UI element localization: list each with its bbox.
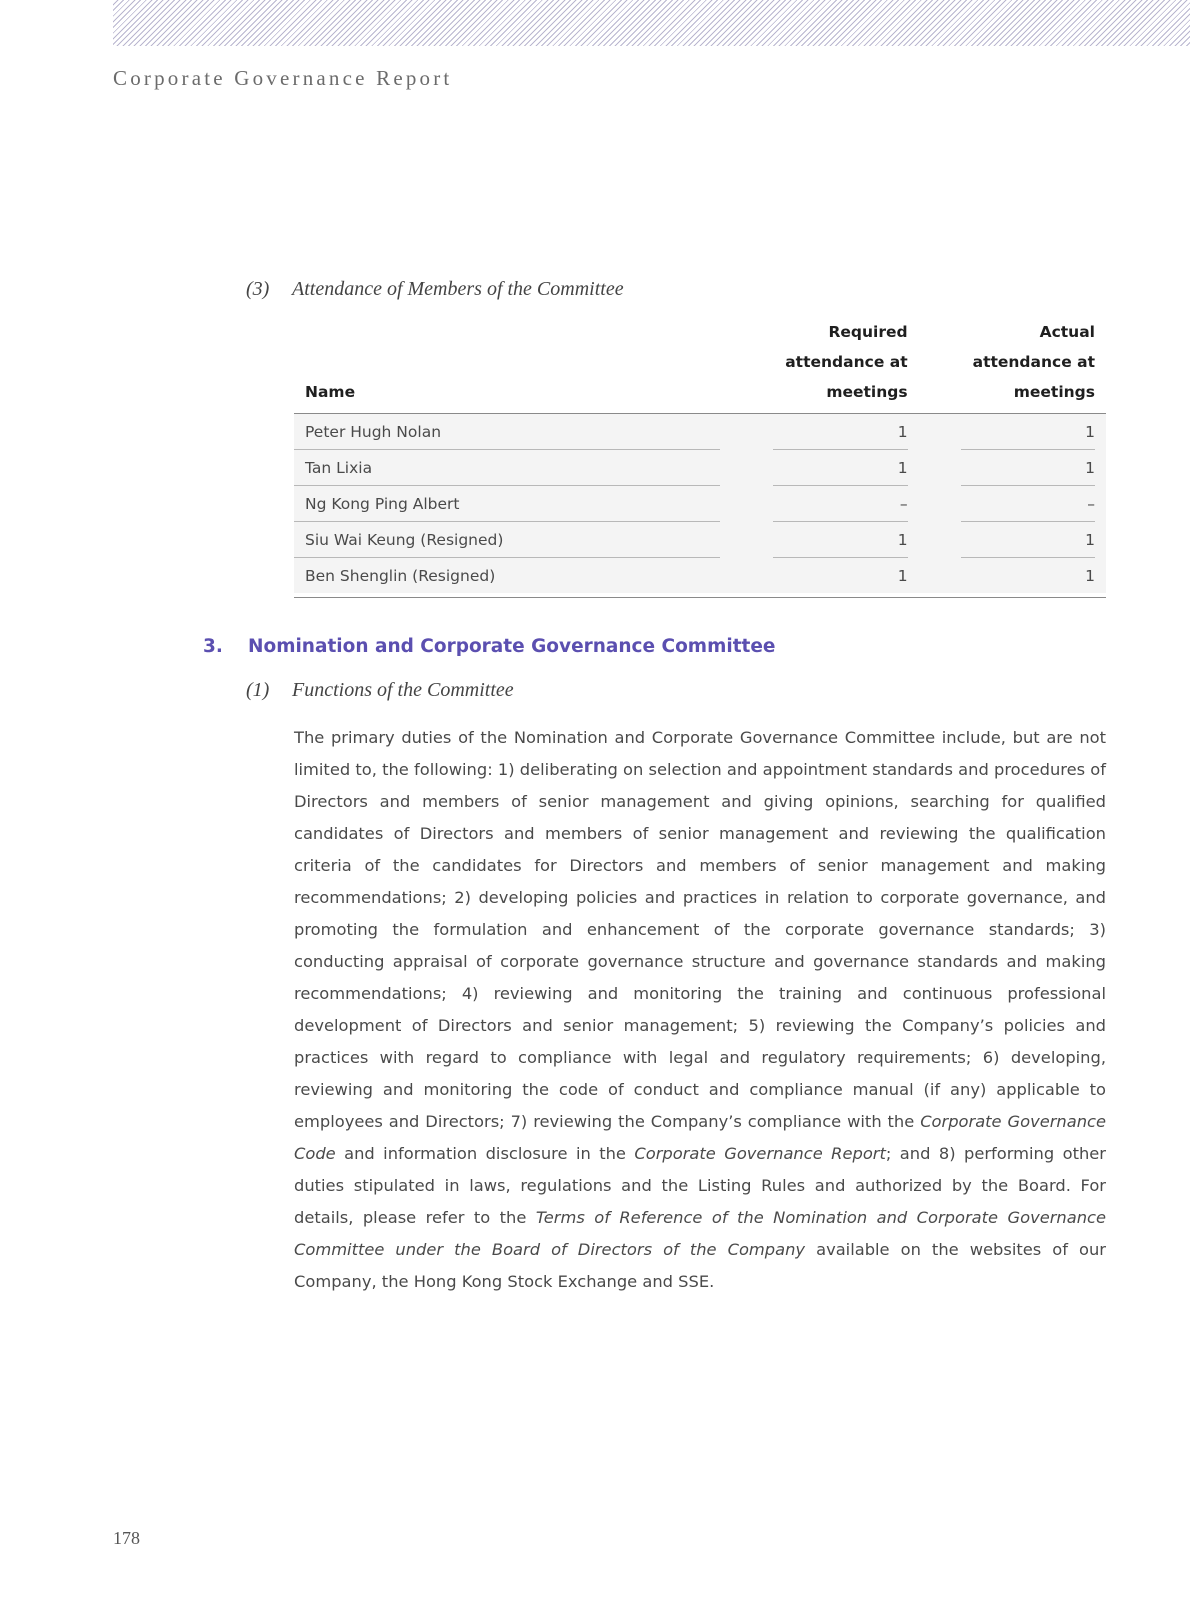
column-header-required: Required attendance at meetings xyxy=(762,317,918,414)
required-attendance: 1 xyxy=(762,522,918,558)
italic-code-title: Corporate Governance Code xyxy=(294,1112,1106,1163)
member-name: Siu Wai Keung (Resigned) xyxy=(294,522,731,558)
actual-attendance: 1 xyxy=(950,414,1106,450)
actual-attendance: 1 xyxy=(950,522,1106,558)
subheading-number: (1) xyxy=(246,679,270,701)
functions-subheading xyxy=(246,679,514,702)
member-name: Peter Hugh Nolan xyxy=(294,414,731,450)
table-row xyxy=(294,486,1106,522)
decorative-hatch-band xyxy=(113,0,1190,46)
running-header-title: Corporate Governance Report xyxy=(113,66,453,90)
italic-terms-title: Terms of Reference of the Nomination and Corporate Governance Committee under the Board of Directors of the Company xyxy=(294,1208,1106,1259)
table-row xyxy=(294,522,1106,558)
table-row xyxy=(294,450,1106,486)
member-name: Tan Lixia xyxy=(294,450,731,486)
subheading-title: Attendance of Members of the Committee xyxy=(292,278,624,300)
table-bottom-rule xyxy=(294,597,1106,598)
attendance-table xyxy=(294,317,1106,593)
actual-attendance: – xyxy=(950,486,1106,522)
section-title: Nomination and Corporate Governance Committee xyxy=(248,636,776,657)
column-header-actual: Actual attendance at meetings xyxy=(950,317,1106,414)
table-row xyxy=(294,558,1106,593)
required-attendance: 1 xyxy=(762,450,918,486)
page-number: 178 xyxy=(113,1528,140,1548)
functions-paragraph: The primary duties of the Nomination and Corporate Governance Committee include, but are not limited to, the following: 1) deliberating on selection and appointment standards and procedures of Directors and members of senior management and giving opinions, searching for qualified candidates of Directors and members of senior management and reviewing the qualification criteria of the candidates for Directors and members of senior management and making recommendations; 2) developing policies and practices in relation to corporate governance, and promoting the formulation and enhancement of the corporate governance standards; 3) conducting appraisal of corporate governance structure and governance standards and making recommendations; 4) reviewing and monitoring the training and continuous professional development of Directors and senior management; 5) reviewing the Company’s policies and practices with regard to compliance with legal and regulatory requirements; 6) developing, reviewing and monitoring the code of conduct and compliance manual (if any) applicable to employees and Directors; 7) reviewing the Company’s compliance with the Corporate Governance Code and information disclosure in the Corporate Governance Report; and 8) performing other duties stipulated in laws, regulations and the Listing Rules and authorized by the Board. For details, please refer to the Terms of Reference of the Nomination and Corporate Governance Committee under the Board of Directors of the Company available on the websites of our Company, the Hong Kong Stock Exchange and SSE. xyxy=(294,728,1106,1291)
table-row xyxy=(294,414,1106,450)
column-header-name: Name xyxy=(294,317,731,414)
member-name: Ng Kong Ping Albert xyxy=(294,486,731,522)
column-gap xyxy=(919,317,950,414)
italic-report-title: Corporate Governance Report xyxy=(634,1144,886,1163)
required-attendance: 1 xyxy=(762,558,918,593)
table-header-row xyxy=(294,317,1106,414)
column-gap xyxy=(731,317,762,414)
required-attendance: – xyxy=(762,486,918,522)
attendance-subheading xyxy=(246,278,624,301)
subheading-title: Functions of the Committee xyxy=(292,679,514,701)
actual-attendance: 1 xyxy=(950,558,1106,593)
subheading-number: (3) xyxy=(246,278,270,300)
section-number: 3. xyxy=(203,636,223,657)
required-attendance: 1 xyxy=(762,414,918,450)
member-name: Ben Shenglin (Resigned) xyxy=(294,558,731,593)
actual-attendance: 1 xyxy=(950,450,1106,486)
section-heading xyxy=(203,636,775,657)
